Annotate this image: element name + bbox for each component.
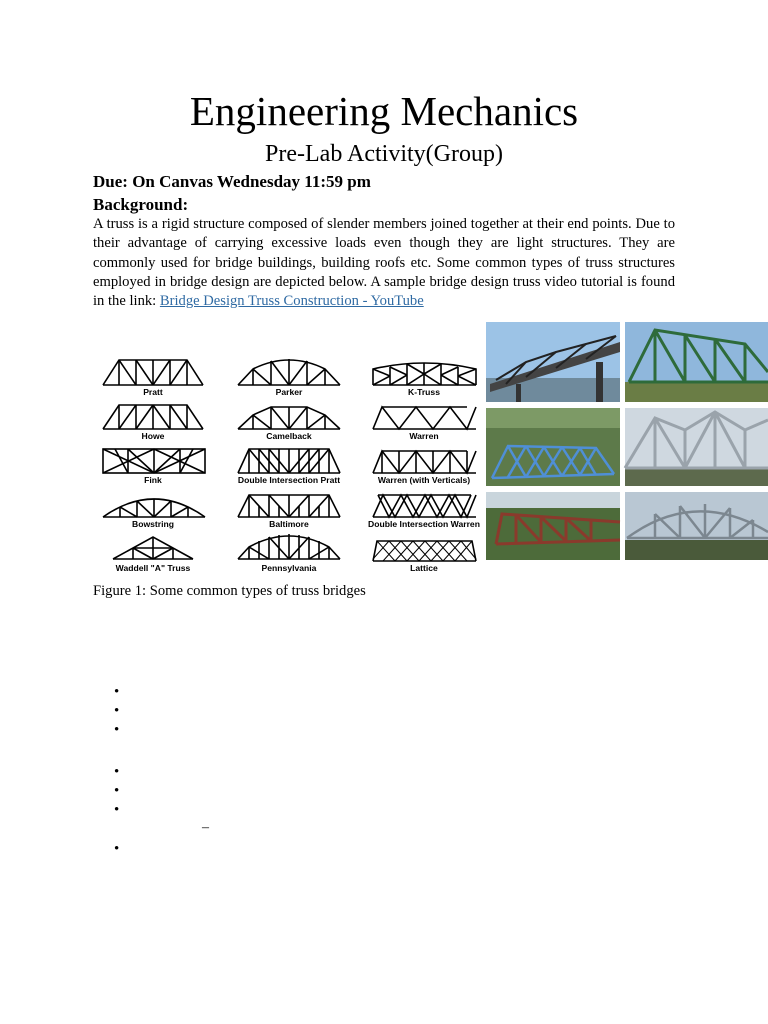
label-pratt: Pratt	[143, 387, 163, 397]
bridge-photo-1	[486, 322, 620, 402]
bridge-photo-4	[625, 408, 768, 486]
lattice-truss-drawing	[373, 541, 476, 561]
bridge-photo-6	[625, 492, 768, 560]
label-fink: Fink	[144, 475, 162, 485]
fink-truss-drawing	[103, 449, 205, 473]
background-paragraph	[93, 215, 675, 311]
bridge-photo-3	[486, 408, 620, 486]
k-truss-drawing	[373, 363, 476, 385]
parker-truss-drawing	[238, 359, 340, 385]
label-k-truss: K-Truss	[408, 387, 440, 397]
dash-mark: –	[202, 820, 209, 835]
waddell-a-truss-drawing	[113, 537, 193, 559]
label-double-intersection-pratt: Double Intersection Pratt	[237, 475, 341, 485]
bridge-photo-2	[625, 322, 768, 402]
baltimore-truss-drawing	[238, 495, 340, 517]
label-lattice: Lattice	[410, 563, 438, 573]
label-camelback: Camelback	[266, 431, 312, 441]
pennsylvania-truss-drawing	[238, 534, 340, 559]
pratt-truss-drawing	[103, 360, 203, 385]
bowstring-truss-drawing	[103, 499, 205, 517]
bridge-photo-5	[486, 492, 620, 560]
bullet-6: •	[114, 802, 120, 818]
warren-with-verticals-drawing	[373, 451, 476, 473]
bullet-7: •	[114, 841, 120, 857]
label-parker: Parker	[275, 387, 303, 397]
figure-caption: Figure 1: Some common types of truss bridges	[93, 583, 366, 599]
warren-truss-drawing	[373, 407, 476, 429]
label-warren: Warren	[409, 431, 439, 441]
youtube-link[interactable]: Bridge Design Truss Construction - YouTube	[159, 293, 424, 310]
label-howe: Howe	[141, 431, 165, 441]
truss-types-diagram	[93, 345, 482, 580]
background-heading: Background:	[93, 195, 189, 214]
label-bowstring: Bowstring	[131, 519, 175, 529]
double-intersection-warren-drawing	[373, 495, 476, 517]
page-title: Engineering Mechanics	[189, 88, 579, 134]
label-double-intersection-warren: Double Intersection Warren	[368, 519, 480, 529]
label-warren-with-verticals: Warren (with Verticals)	[377, 475, 471, 485]
double-intersection-pratt-drawing	[238, 449, 340, 473]
label-waddell-a-truss: Waddell "A" Truss	[115, 563, 191, 573]
howe-truss-drawing	[103, 405, 203, 429]
bullet-1: •	[114, 684, 120, 700]
bullet-5: •	[114, 783, 120, 799]
bridge-photo-grid	[486, 322, 768, 560]
label-baltimore: Baltimore	[269, 519, 309, 529]
bullet-3: •	[114, 722, 120, 738]
camelback-truss-drawing	[238, 407, 340, 429]
page-subtitle: Pre-Lab Activity(Group)	[265, 141, 503, 167]
label-pennsylvania: Pennsylvania	[261, 563, 317, 573]
paragraph-text: A truss is a rigid structure composed of slender members joined together at their end points. Due to their advantage of carrying excessive loads even though they are light structures. They are commonly used for bridge buildings, building roofs etc. Some common types of truss structures employed in bridge design are depicted below. A sample bridge design truss video tutorial is found in the link:	[93, 216, 675, 310]
due-date: Due: On Canvas Wednesday 11:59 pm	[93, 172, 371, 191]
bullet-2: •	[114, 703, 120, 719]
bullet-4: •	[114, 764, 120, 780]
